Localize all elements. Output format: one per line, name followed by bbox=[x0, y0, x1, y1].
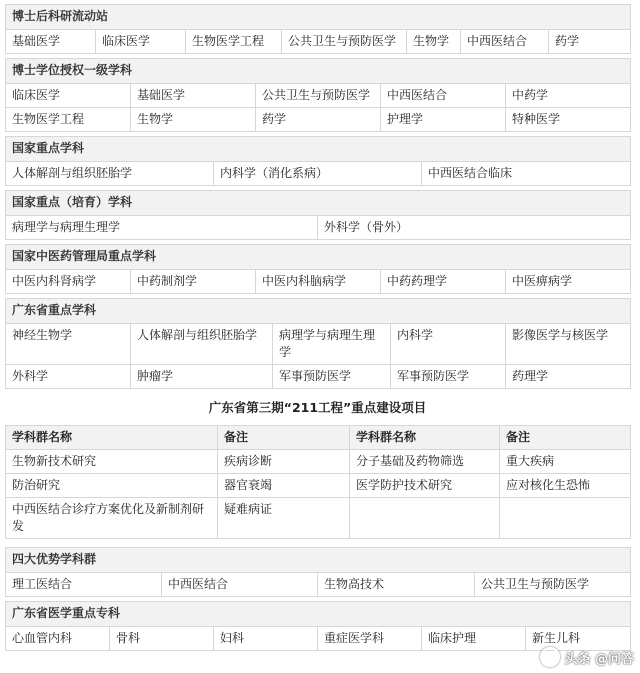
section-title: 广东省医学重点专科 bbox=[6, 602, 631, 627]
cell: 分子基础及药物筛选 bbox=[350, 450, 500, 474]
cell: 军事预防医学 bbox=[273, 365, 391, 389]
cell: 护理学 bbox=[381, 108, 506, 132]
table-phd-first bbox=[5, 58, 631, 132]
cell: 生物学 bbox=[131, 108, 256, 132]
cell: 中药学 bbox=[506, 84, 631, 108]
cell: 中药药理学 bbox=[381, 270, 506, 294]
column-header: 备注 bbox=[500, 426, 631, 450]
cell: 中西医结合诊疗方案优化及新制剂研发 bbox=[6, 498, 218, 539]
table-tcm-key bbox=[5, 244, 631, 294]
cell: 内科学 bbox=[391, 324, 506, 365]
cell: 临床护理 bbox=[422, 627, 526, 651]
cell: 军事预防医学 bbox=[391, 365, 506, 389]
cell bbox=[500, 498, 631, 539]
cell: 中西医结合 bbox=[162, 573, 318, 597]
watermark-text: 头条 @问答 bbox=[564, 651, 634, 667]
cell: 神经生物学 bbox=[6, 324, 131, 365]
column-header: 学科群名称 bbox=[350, 426, 500, 450]
cell: 中医内科脑病学 bbox=[256, 270, 381, 294]
watermark bbox=[540, 647, 634, 667]
cell: 妇科 bbox=[214, 627, 318, 651]
cell: 药学 bbox=[549, 30, 631, 54]
table-gd-specialty bbox=[5, 601, 631, 651]
cell: 人体解剖与组织胚胎学 bbox=[131, 324, 273, 365]
column-header: 学科群名称 bbox=[6, 426, 218, 450]
cell: 理工医结合 bbox=[6, 573, 162, 597]
cell: 生物高技术 bbox=[318, 573, 475, 597]
table-national-key bbox=[5, 136, 631, 186]
cell: 重大疾病 bbox=[500, 450, 631, 474]
cell: 基础医学 bbox=[131, 84, 256, 108]
cell: 生物学 bbox=[407, 30, 461, 54]
toutiao-logo-icon bbox=[540, 647, 560, 667]
cell: 人体解剖与组织胚胎学 bbox=[6, 162, 214, 186]
table-national-key-cultivated bbox=[5, 190, 631, 240]
cell: 生物医学工程 bbox=[186, 30, 282, 54]
cell: 器官衰竭 bbox=[218, 474, 350, 498]
cell: 中西医结合 bbox=[381, 84, 506, 108]
table-advantage bbox=[5, 547, 631, 597]
cell: 中医痹病学 bbox=[506, 270, 631, 294]
cell: 生物医学工程 bbox=[6, 108, 131, 132]
cell: 临床医学 bbox=[6, 84, 131, 108]
cell: 应对核化生恐怖 bbox=[500, 474, 631, 498]
cell: 生物新技术研究 bbox=[6, 450, 218, 474]
cell: 防治研究 bbox=[6, 474, 218, 498]
cell: 中医内科肾病学 bbox=[6, 270, 131, 294]
cell: 骨科 bbox=[110, 627, 214, 651]
cell: 公共卫生与预防医学 bbox=[475, 573, 631, 597]
cell: 公共卫生与预防医学 bbox=[256, 84, 381, 108]
project211-title: 广东省第三期“211工程”重点建设项目 bbox=[208, 400, 427, 415]
cell: 新生儿科 bbox=[526, 627, 631, 651]
cell: 内科学（消化系病） bbox=[214, 162, 422, 186]
cell: 外科学（骨外） bbox=[318, 216, 631, 240]
section-title: 博士后科研流动站 bbox=[6, 5, 631, 30]
cell: 中西医结合临床 bbox=[422, 162, 631, 186]
cell: 医学防护技术研究 bbox=[350, 474, 500, 498]
section-title: 国家中医药管理局重点学科 bbox=[6, 245, 631, 270]
table-project211 bbox=[5, 425, 631, 539]
cell: 药理学 bbox=[506, 365, 631, 389]
content-wrap bbox=[5, 4, 630, 651]
section-title: 国家重点（培育）学科 bbox=[6, 191, 631, 216]
section-title: 四大优势学科群 bbox=[6, 548, 631, 573]
cell: 临床医学 bbox=[96, 30, 186, 54]
table-gd-key bbox=[5, 298, 631, 389]
cell: 基础医学 bbox=[6, 30, 96, 54]
cell: 影像医学与核医学 bbox=[506, 324, 631, 365]
cell: 肿瘤学 bbox=[131, 365, 273, 389]
section-title: 国家重点学科 bbox=[6, 137, 631, 162]
cell: 中西医结合 bbox=[461, 30, 549, 54]
cell: 外科学 bbox=[6, 365, 131, 389]
cell: 药学 bbox=[256, 108, 381, 132]
cell: 疾病诊断 bbox=[218, 450, 350, 474]
section-title: 博士学位授权一级学科 bbox=[6, 59, 631, 84]
cell: 心血管内科 bbox=[6, 627, 110, 651]
cell: 疑难病证 bbox=[218, 498, 350, 539]
cell: 病理学与病理生理学 bbox=[273, 324, 391, 365]
table-postdoc bbox=[5, 4, 631, 54]
cell: 病理学与病理生理学 bbox=[6, 216, 318, 240]
column-header: 备注 bbox=[218, 426, 350, 450]
cell bbox=[350, 498, 500, 539]
cell: 公共卫生与预防医学 bbox=[282, 30, 407, 54]
cell: 重症医学科 bbox=[318, 627, 422, 651]
cell: 特种医学 bbox=[506, 108, 631, 132]
cell: 中药制剂学 bbox=[131, 270, 256, 294]
section-title: 广东省重点学科 bbox=[6, 299, 631, 324]
